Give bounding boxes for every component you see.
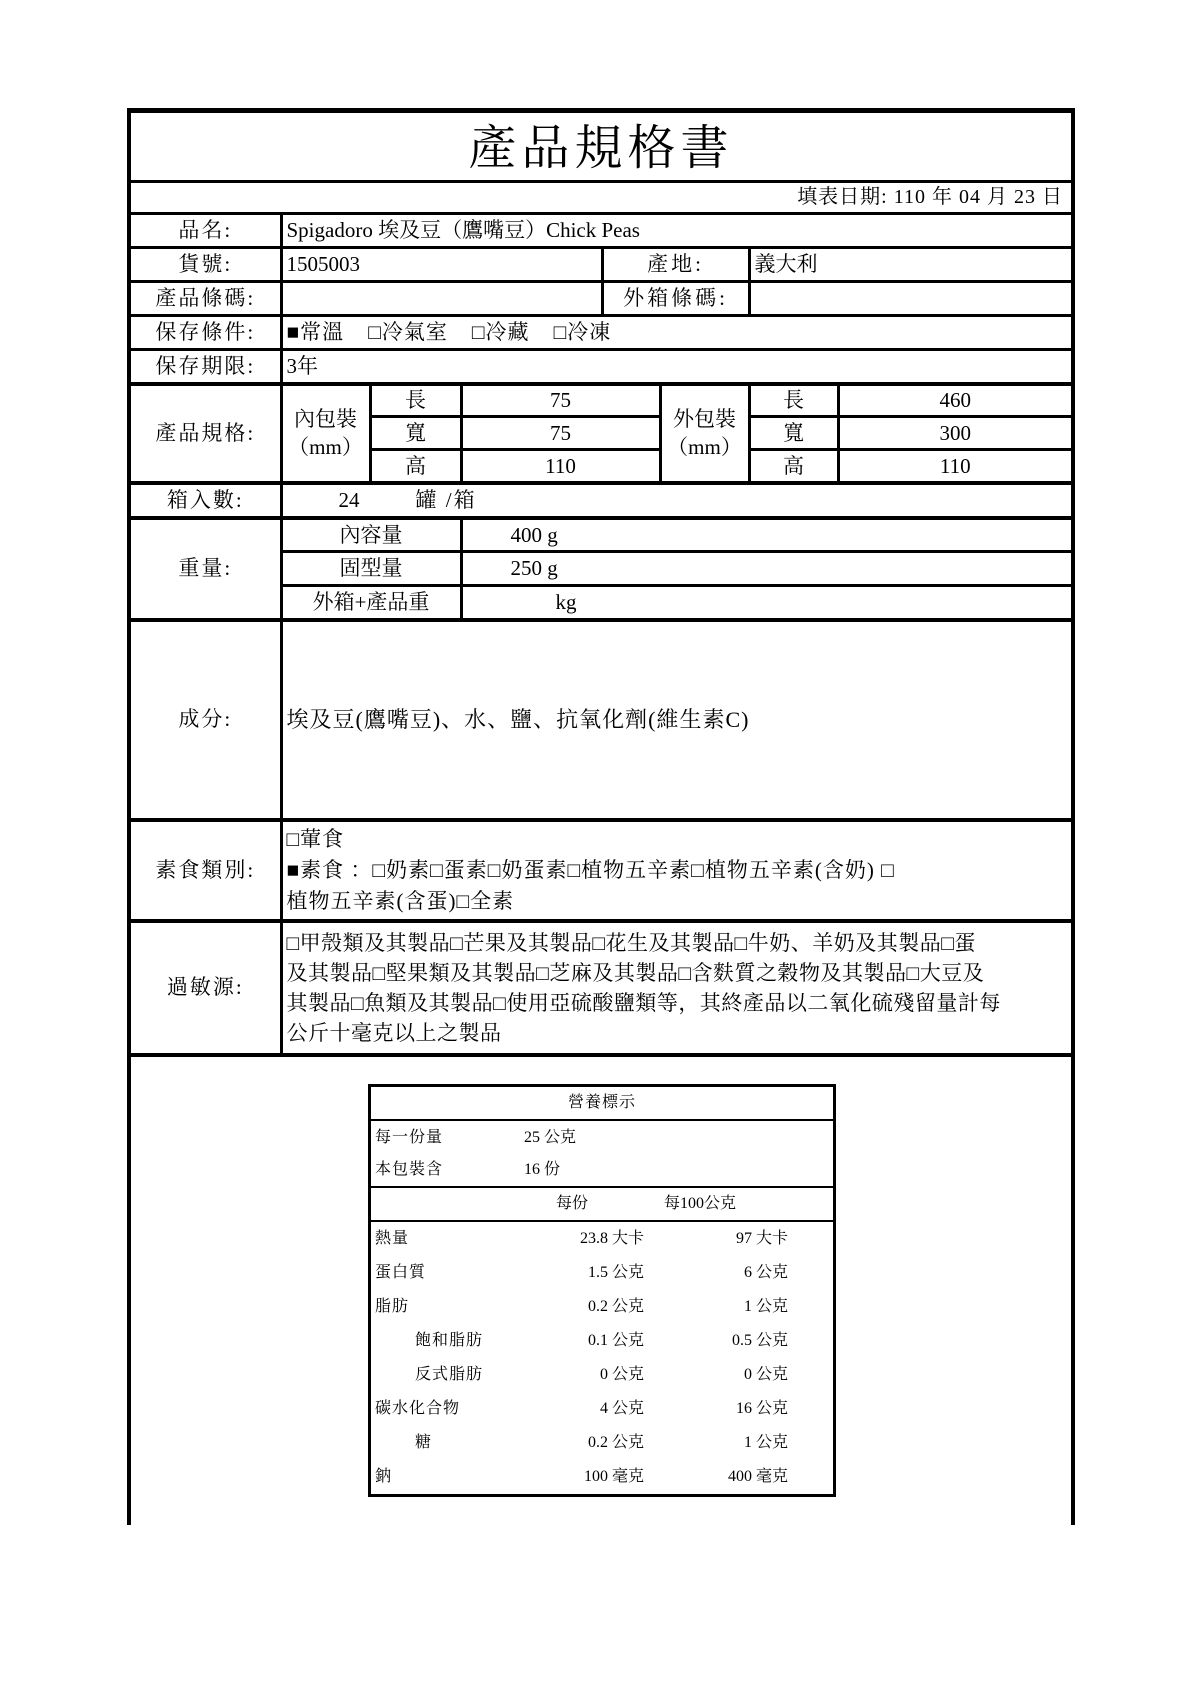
nutrient-per-serving: 100 毫克 bbox=[583, 1468, 644, 1485]
nutrient-name: 蛋白質 bbox=[375, 1264, 427, 1281]
storage-options bbox=[281, 316, 1073, 350]
product-name-label: 品名: bbox=[129, 214, 281, 248]
vegetarian-line: ■素食 ：□奶素□蛋素□奶蛋素□植物五辛素□植物五辛素(含奶) □ bbox=[286, 857, 895, 882]
vegetarian-options bbox=[281, 820, 1073, 921]
net-weight-label: 內容量 bbox=[281, 518, 461, 552]
outer-height-label: 高 bbox=[749, 450, 838, 483]
outer-height-value: 110 bbox=[838, 450, 1073, 483]
case-qty-count: 24 bbox=[338, 487, 360, 512]
per-serving-header: 每份 bbox=[556, 1195, 589, 1212]
nutrition-row-saturated-fat bbox=[371, 1324, 833, 1358]
shelf-life-value: 3年 bbox=[281, 350, 1073, 384]
origin-label: 產地: bbox=[602, 248, 749, 282]
nutrient-name: 熱量 bbox=[375, 1230, 410, 1247]
nutrient-per-100g: 97 大卡 bbox=[735, 1230, 788, 1247]
serving-size-value: 25 公克 bbox=[524, 1129, 577, 1146]
servings-label: 本包裝含 bbox=[375, 1161, 444, 1178]
nutrition-column-header bbox=[371, 1188, 833, 1222]
carton-barcode-label: 外箱條碼: bbox=[602, 282, 749, 316]
nutrient-per-serving: 4 公克 bbox=[599, 1400, 644, 1417]
nutrient-per-serving: 23.8 大卡 bbox=[579, 1230, 644, 1247]
nutrient-per-serving: 0.2 公克 bbox=[587, 1298, 644, 1315]
outer-pack-label bbox=[660, 384, 749, 483]
nutrient-name: 飽和脂肪 bbox=[415, 1332, 484, 1349]
ingredients-label: 成分: bbox=[129, 620, 281, 820]
case-qty-value bbox=[281, 483, 1073, 518]
origin-value: 義大利 bbox=[749, 248, 1073, 282]
nutrient-per-100g: 1 公克 bbox=[743, 1298, 788, 1315]
inner-height-value: 110 bbox=[461, 450, 660, 483]
nutrient-per-100g: 6 公克 bbox=[743, 1264, 788, 1281]
inner-pack-unit: （mm） bbox=[288, 435, 363, 459]
nutrient-name: 反式脂肪 bbox=[415, 1366, 484, 1383]
allergens-label: 過敏源: bbox=[129, 921, 281, 1055]
nutrient-per-serving: 0.1 公克 bbox=[587, 1332, 644, 1349]
nutrient-per-100g: 0.5 公克 bbox=[731, 1332, 788, 1349]
spec-label: 產品規格: bbox=[129, 384, 281, 483]
case-qty-label: 箱入數: bbox=[129, 483, 281, 518]
shelf-life-label: 保存期限: bbox=[129, 350, 281, 384]
gross-weight-label: 外箱+產品重 bbox=[281, 586, 461, 620]
nutrient-name: 鈉 bbox=[375, 1468, 393, 1485]
nutrition-row-carbohydrate bbox=[371, 1392, 833, 1426]
nutrient-per-100g: 400 毫克 bbox=[727, 1468, 788, 1485]
net-weight-value: 400 g bbox=[461, 518, 1073, 552]
nutrient-per-serving: 0 公克 bbox=[599, 1366, 644, 1383]
nutrient-name: 脂肪 bbox=[375, 1298, 410, 1315]
nutrient-per-100g: 16 公克 bbox=[735, 1400, 788, 1417]
allergens-options bbox=[281, 921, 1073, 1055]
nutrition-row-energy bbox=[371, 1222, 833, 1256]
nutrition-title: 營養標示 bbox=[371, 1087, 833, 1121]
item-no-value: 1505003 bbox=[281, 248, 602, 282]
nutrient-per-100g: 0 公克 bbox=[743, 1366, 788, 1383]
item-no-label: 貨號: bbox=[129, 248, 281, 282]
case-qty-unit: 罐 /箱 bbox=[415, 487, 477, 512]
inner-pack-title: 內包裝 bbox=[294, 406, 357, 431]
nutrition-row-protein bbox=[371, 1256, 833, 1290]
allergens-line: □甲殼類及其製品□芒果及其製品□花生及其製品□牛奶、羊奶及其製品□蛋 bbox=[286, 930, 976, 955]
inner-pack-label bbox=[281, 384, 370, 483]
inner-length-value: 75 bbox=[461, 384, 660, 417]
nutrient-per-100g: 1 公克 bbox=[743, 1434, 788, 1451]
outer-length-label: 長 bbox=[749, 384, 838, 417]
storage-label: 保存條件: bbox=[129, 316, 281, 350]
outer-width-label: 寬 bbox=[749, 417, 838, 450]
carton-barcode-value bbox=[749, 282, 1073, 316]
outer-pack-title: 外包裝 bbox=[673, 406, 736, 431]
page-title: 產品規格書 bbox=[129, 111, 1073, 182]
ingredients-value: 埃及豆(鷹嘴豆)、水、鹽、抗氧化劑(維生素C) bbox=[281, 620, 1073, 820]
outer-length-value: 460 bbox=[838, 384, 1073, 417]
nutrient-per-serving: 1.5 公克 bbox=[587, 1264, 644, 1281]
nutrient-per-serving: 0.2 公克 bbox=[587, 1434, 644, 1451]
fill-date: 填表日期: 110 年 04 月 23 日 bbox=[129, 182, 1073, 214]
outer-pack-unit: （mm） bbox=[667, 435, 742, 459]
vegetarian-label: 素食類別: bbox=[129, 820, 281, 921]
serving-size-label: 每一份量 bbox=[375, 1129, 444, 1146]
product-barcode-value bbox=[281, 282, 602, 316]
drained-weight-value: 250 g bbox=[461, 552, 1073, 586]
allergens-line: 其製品□魚類及其製品□使用亞硫酸鹽類等，其終產品以二氧化硫殘留量計每 bbox=[286, 990, 1001, 1015]
nutrition-facts-table bbox=[368, 1084, 836, 1497]
product-name-value: Spigadoro 埃及豆（鷹嘴豆）Chick Peas bbox=[281, 214, 1073, 248]
storage-option-frozen: □冷凍 bbox=[553, 320, 612, 345]
storage-option-room-temp: ■常溫 bbox=[286, 320, 345, 345]
allergens-line: 公斤十毫克以上之製品 bbox=[286, 1020, 502, 1045]
per-100g-header: 每100公克 bbox=[664, 1195, 737, 1212]
inner-width-value: 75 bbox=[461, 417, 660, 450]
nutrition-row-fat bbox=[371, 1290, 833, 1324]
nutrition-row-sugar bbox=[371, 1426, 833, 1460]
inner-length-label: 長 bbox=[370, 384, 461, 417]
vegetarian-line: □葷食 bbox=[286, 826, 345, 851]
nutrient-name: 糖 bbox=[415, 1434, 433, 1451]
serving-size-row bbox=[371, 1121, 833, 1154]
drained-weight-label: 固型量 bbox=[281, 552, 461, 586]
vegetarian-line: 植物五辛素(含蛋)□全素 bbox=[286, 888, 515, 913]
nutrition-row-sodium bbox=[371, 1460, 833, 1494]
storage-option-air-conditioned: □冷氣室 bbox=[368, 320, 448, 345]
gross-weight-value: kg bbox=[461, 586, 1073, 620]
servings-row bbox=[371, 1154, 833, 1188]
weight-label: 重量: bbox=[129, 518, 281, 620]
storage-option-refrigerated: □冷藏 bbox=[471, 320, 530, 345]
nutrition-row-trans-fat bbox=[371, 1358, 833, 1392]
servings-value: 16 份 bbox=[524, 1161, 561, 1178]
nutrient-name: 碳水化合物 bbox=[375, 1400, 461, 1417]
allergens-line: 及其製品□堅果類及其製品□芝麻及其製品□含麩質之穀物及其製品□大豆及 bbox=[286, 960, 985, 985]
product-barcode-label: 產品條碼: bbox=[129, 282, 281, 316]
outer-width-value: 300 bbox=[838, 417, 1073, 450]
inner-height-label: 高 bbox=[370, 450, 461, 483]
inner-width-label: 寬 bbox=[370, 417, 461, 450]
